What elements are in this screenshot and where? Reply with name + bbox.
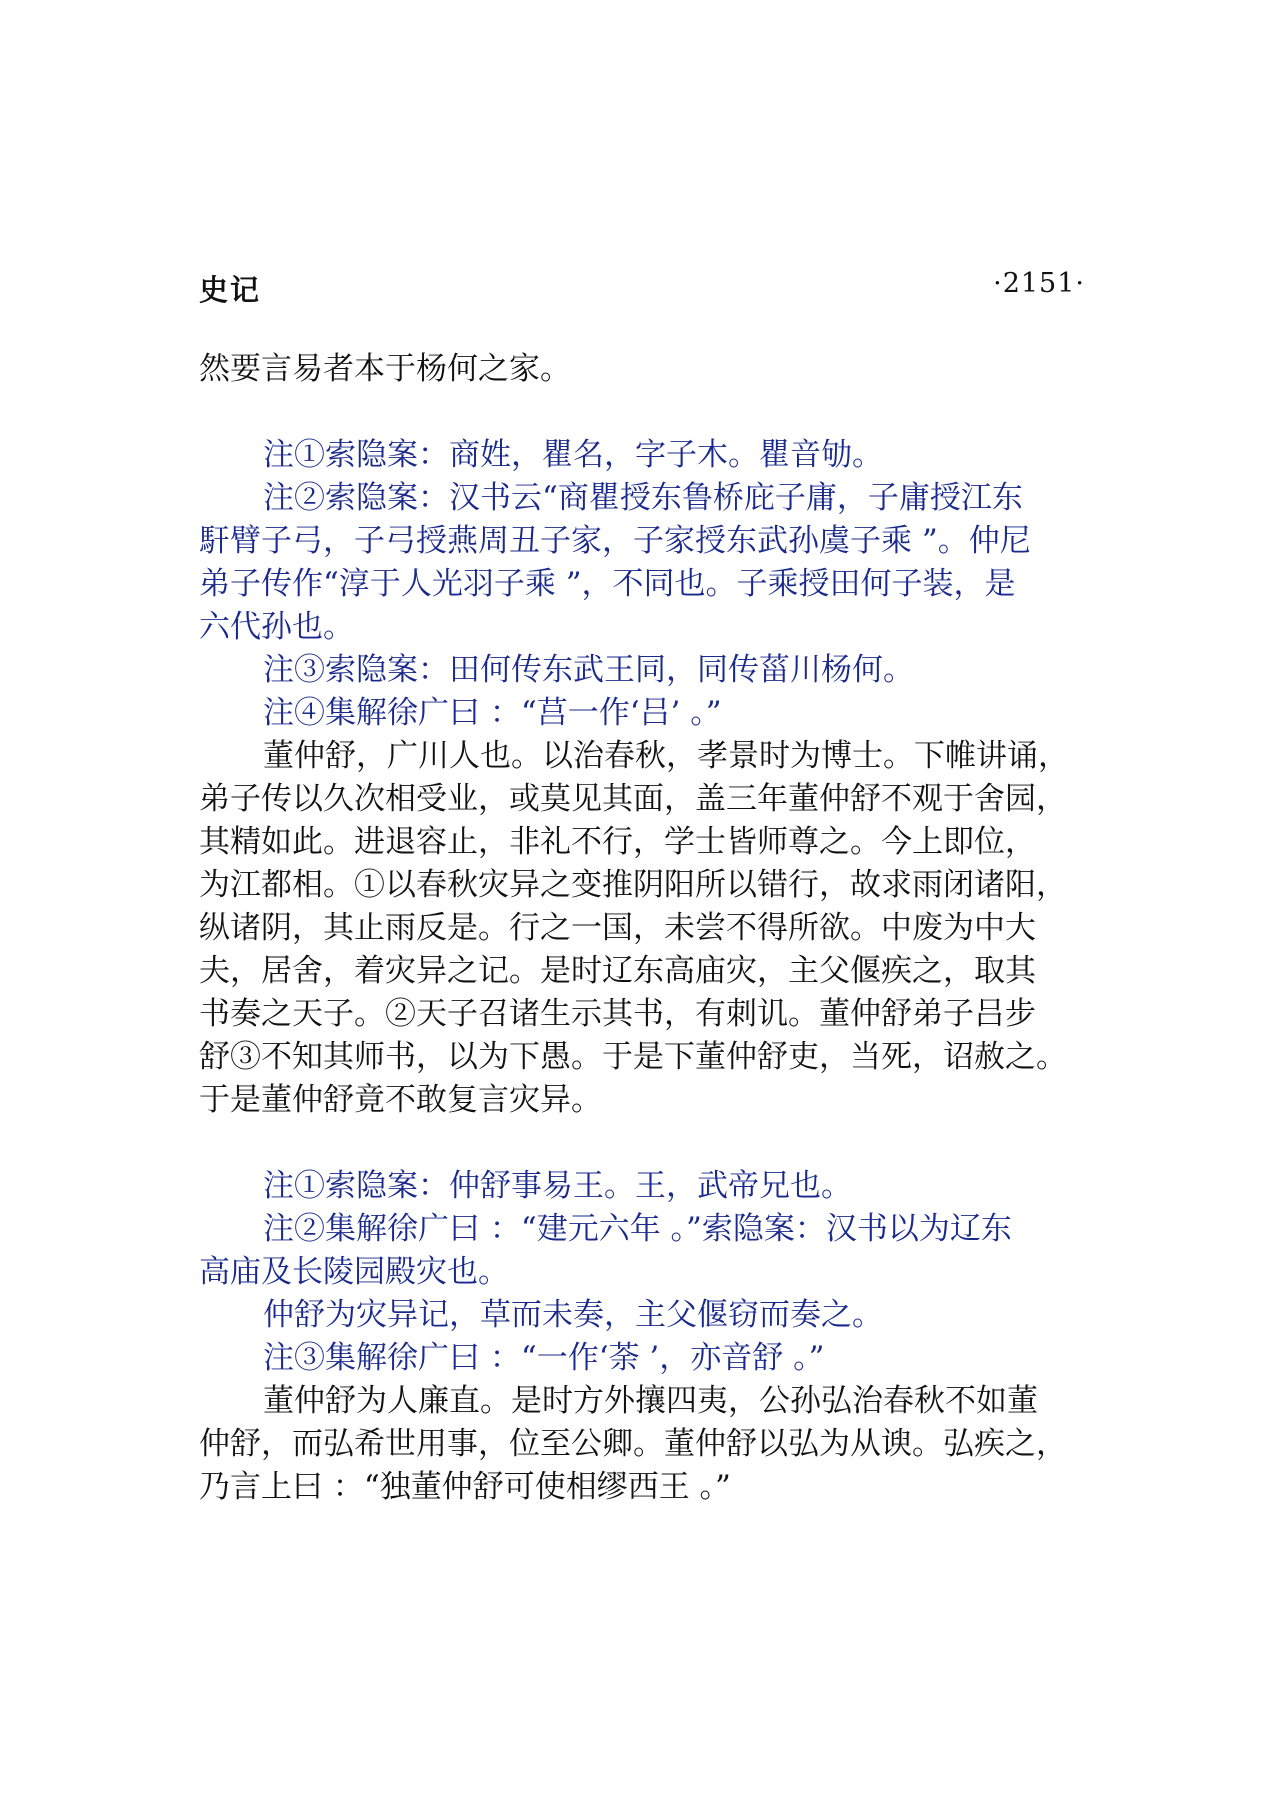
body-text-line: 然要言易者本于杨何之家。 (199, 351, 571, 387)
body-text-line: 董仲舒为人廉直。是时方外攘四夷，公孙弘治春秋不如董 (263, 1383, 1038, 1419)
body-text-line: 乃言上曰 ：“独董仲舒可使相缪西王 。” (199, 1469, 731, 1505)
body-text-line: 夫，居舍，着灾异之记。是时辽东高庙灾，主父偃疾之，取其 (199, 953, 1036, 989)
body-text-line: 舒③不知其师书，以为下愚。于是下董仲舒吏，当死，诏赦之。 (199, 1039, 1067, 1075)
annotation-line: 六代孙也。 (199, 609, 354, 645)
body-text-line: 董仲舒，广川人也。以治春秋，孝景时为博士。下帷讲诵， (263, 738, 1069, 774)
page-number: ·2151· (993, 268, 1085, 299)
annotation-line: 注②索隐案：汉书云“商瞿授东鲁桥庇子庸，子庸授江东 (263, 480, 1023, 516)
annotation-line: 馯臂子弓，子弓授燕周丑子家，子家授东武孙虞子乘 ”。仲尼 (199, 523, 1031, 559)
body-text-line: 仲舒，而弘希世用事，位至公卿。董仲舒以弘为从谀。弘疾之， (199, 1426, 1067, 1462)
body-text-line: 弟子传以久次相受业，或莫见其面，盖三年董仲舒不观于舍园， (199, 781, 1067, 817)
annotation-line: 注③集解徐广曰 ：“一作‘荼 ’，亦音舒 。” (263, 1340, 825, 1376)
paragraph-gap (199, 391, 1099, 434)
body-text-line: 其精如此。进退容止，非礼不行，学士皆师尊之。今上即位， (199, 824, 1036, 860)
book-title: 史记 (199, 273, 262, 307)
paragraph-gap (199, 1122, 1099, 1165)
body-text-line: 于是董仲舒竟不敢复言灾异。 (199, 1082, 602, 1118)
annotation-line: 弟子传作“淳于人光羽子乘 ”，不同也。子乘授田何子装，是 (199, 566, 1016, 602)
annotation-line: 仲舒为灾异记，草而未奏，主父偃窃而奏之。 (263, 1297, 883, 1333)
annotation-line: 注②集解徐广曰 ：“建元六年 。”索隐案：汉书以为辽东 (263, 1211, 1012, 1247)
annotation-line: 注①索隐案：商姓，瞿名，字子木。瞿音劬。 (263, 437, 883, 473)
annotation-line: 注①索隐案：仲舒事易王。王，武帝兄也。 (263, 1168, 852, 1204)
annotation-line: 高庙及长陵园殿灾也。 (199, 1254, 509, 1290)
page-header (199, 268, 1085, 312)
body-text-line: 纵诸阴，其止雨反是。行之一国，未尝不得所欲。中废为中大 (199, 910, 1036, 946)
annotation-line: 注④集解徐广曰 ：“莒一作‘吕’ 。” (263, 695, 722, 731)
body-text-line: 书奏之天子。②天子召诸生示其书，有刺讥。董仲舒弟子吕步 (199, 996, 1036, 1032)
annotation-line: 注③索隐案：田何传东武王同，同传菑川杨何。 (263, 652, 914, 688)
page-body (199, 348, 1099, 1509)
body-text-line: 为江都相。①以春秋灾异之变推阴阳所以错行，故求雨闭诸阳， (199, 867, 1067, 903)
